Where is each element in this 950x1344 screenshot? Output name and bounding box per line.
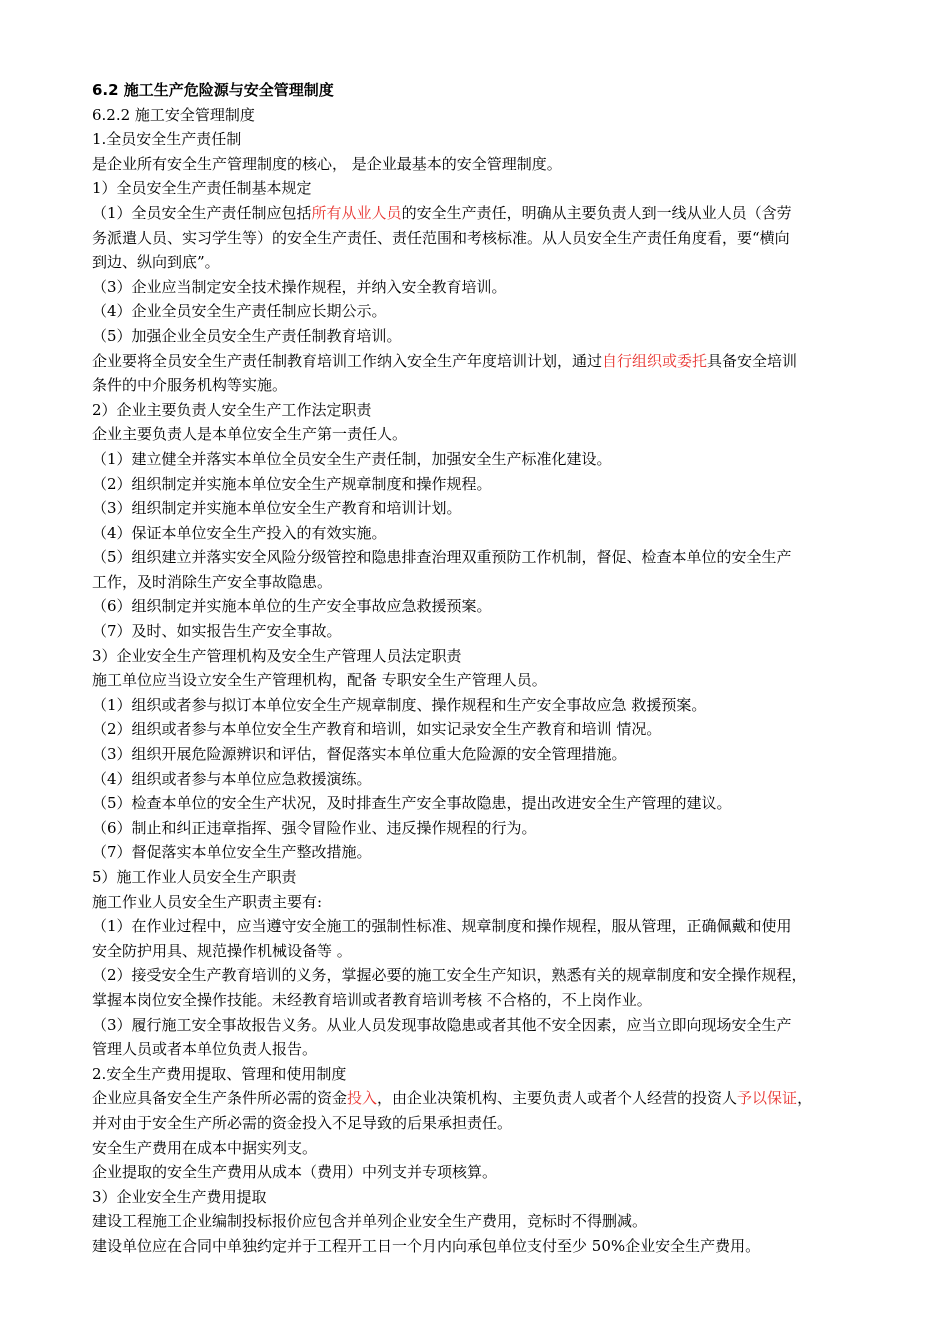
- s2-line4: 企业提取的安全生产费用从成本（费用）中列支并专项核算。: [92, 1163, 498, 1182]
- p3-item3: （3）组织开展危险源辨识和评估，督促落实本单位重大危险源的安全管理措施。: [92, 745, 627, 764]
- s2-line1-highlight-1: 投入: [347, 1089, 378, 1108]
- p3-title: 3）企业安全生产管理机构及安全生产管理人员法定职责: [92, 646, 462, 665]
- p2-item3: （3）组织制定并实施本单位安全生产教育和培训计划。: [92, 499, 462, 518]
- p2-item5-line1: （5）组织建立并落实安全风险分级管控和隐患排查治理双重预防工作机制，督促、检查本单位的安全生产: [92, 548, 792, 567]
- section-heading: 6.2 施工生产危险源与安全管理制度: [92, 81, 334, 99]
- p3-item6: （6）制止和纠正违章指挥、强令冒险作业、违反操作规程的行为。: [92, 818, 537, 837]
- p1-item1-text-b: 的安全生产责任，明确从主要负责人到一线从业人员（含劳: [401, 203, 792, 222]
- p1-item4: （4）企业全员安全生产责任制应长期公示。: [92, 302, 387, 321]
- s2-line5: 建设工程施工企业编制投标报价应包含并单列企业安全生产费用，竞标时不得删减。: [92, 1212, 648, 1231]
- p3-item5: （5）检查本单位的安全生产状况，及时排查生产安全事故隐患，提出改进安全生产管理的建议。: [92, 794, 732, 813]
- p2-item2: （2）组织制定并实施本单位安全生产规章制度和操作规程。: [92, 474, 492, 493]
- p3-item7: （7）督促落实本单位安全生产整改措施。: [92, 843, 372, 862]
- p5-item1-line2: 安全防护用具、规范操作机械设备等 。: [92, 941, 352, 960]
- p2-intro: 企业主要负责人是本单位安全生产第一责任人。: [92, 425, 408, 444]
- s2-line1-text-b: ，由企业决策机构、主要负责人或者个人经营的投资人: [377, 1089, 738, 1108]
- s2-line6: 建设单位应在合同中单独约定并于工程开工日一个月内向承包单位支付至少 50%企业安全生产费用。: [92, 1236, 761, 1255]
- p2-item6: （6）组织制定并实施本单位的生产安全事故应急救援预案。: [92, 597, 492, 616]
- p1-item1-line2: 务派遣人员、实习学生等）的安全生产责任、责任范围和考核标准。从人员安全生产责任角度看，要“横向: [92, 228, 790, 247]
- p1-note-line1: [92, 349, 892, 374]
- s2-line1: [92, 1086, 892, 1111]
- p5-item2-line1: （2）接受安全生产教育培训的义务，掌握必要的施工安全生产知识，熟悉有关的规章制度和安全操作规程，: [92, 966, 807, 985]
- p1-note-highlight: 自行组织或委托: [602, 351, 708, 370]
- p1-item3: （3）企业应当制定安全技术操作规程，并纳入安全教育培训。: [92, 277, 507, 296]
- p2-item1: （1）建立健全并落实本单位全员安全生产责任制，加强安全生产标准化建设。: [92, 449, 612, 468]
- s2-line3: 安全生产费用在成本中据实列支。: [92, 1138, 318, 1157]
- p1-item1-line1: [92, 201, 892, 226]
- p5-item1-line1: （1）在作业过程中，应当遵守安全施工的强制性标准、规章制度和操作规程，服从管理，正确佩戴和使用: [92, 917, 792, 936]
- p3-item2: （2）组织或者参与本单位安全生产教育和培训，如实记录安全生产教育和培训 情况。: [92, 720, 662, 739]
- p1-item5: （5）加强企业全员安全生产责任制教育培训。: [92, 326, 402, 345]
- p2-item5-line2: 工作，及时消除生产安全事故隐患。: [92, 572, 333, 591]
- p5-title: 5）施工作业人员安全生产职责: [92, 868, 297, 886]
- p5-item3-line1: （3）履行施工安全事故报告义务。从业人员发现事故隐患或者其他不安全因素，应当立即向现场安全生产: [92, 1015, 792, 1034]
- p2-title: 2）企业主要负责人安全生产工作法定职责: [92, 400, 372, 419]
- s2-line1-highlight-2: 予以保证: [737, 1089, 798, 1108]
- s1-intro: 是企业所有安全生产管理制度的核心， 是企业最基本的安全管理制度。: [92, 154, 562, 173]
- p3-item4: （4）组织或者参与本单位应急救援演练。: [92, 769, 372, 788]
- subsection-heading: 6.2.2 施工安全管理制度: [92, 105, 255, 124]
- p5-item3-line2: 管理人员或者本单位负责人报告。: [92, 1040, 318, 1059]
- p1-item1-text-a: （1）全员安全生产责任制应包括: [92, 203, 312, 222]
- s1-title: 1.全员安全生产责任制: [92, 130, 242, 149]
- p5-intro: 施工作业人员安全生产职责主要有:: [92, 892, 323, 911]
- p1-item1-highlight: 所有从业人员: [311, 203, 402, 222]
- s2-title: 2.安全生产费用提取、管理和使用制度: [92, 1064, 347, 1083]
- p5-item2-line2: 掌握本岗位安全操作技能。未经教育培训或者教育培训考核 不合格的，不上岗作业。: [92, 990, 652, 1009]
- document-page: [92, 78, 892, 1259]
- p1-note-text-b: 具备安全培训: [707, 351, 798, 370]
- s2-line1-text-a: 企业应具备安全生产条件所必需的资金: [92, 1089, 348, 1108]
- p2-item7: （7）及时、如实报告生产安全事故。: [92, 622, 342, 641]
- p1-note-line2: 条件的中介服务机构等实施。: [92, 376, 288, 395]
- p1-item1-line3: 到边、纵向到底”。: [92, 253, 220, 272]
- p3-item1: （1）组织或者参与拟订本单位安全生产规章制度、操作规程和生产安全事故应急 救援预案。: [92, 695, 707, 714]
- s2-p3-title: 3）企业安全生产费用提取: [92, 1187, 267, 1206]
- s2-line2: 并对由于安全生产所必需的资金投入不足导致的后果承担责任。: [92, 1113, 513, 1132]
- p3-intro: 施工单位应当设立安全生产管理机构，配备 专职安全生产管理人员。: [92, 671, 547, 690]
- p1-note-text-a: 企业要将全员安全生产责任制教育培训工作纳入安全生产年度培训计划，通过: [92, 351, 603, 370]
- s2-line1-text-c: ，: [797, 1089, 813, 1108]
- p1-title: 1）全员安全生产责任制基本规定: [92, 179, 312, 198]
- p2-item4: （4）保证本单位安全生产投入的有效实施。: [92, 523, 387, 542]
